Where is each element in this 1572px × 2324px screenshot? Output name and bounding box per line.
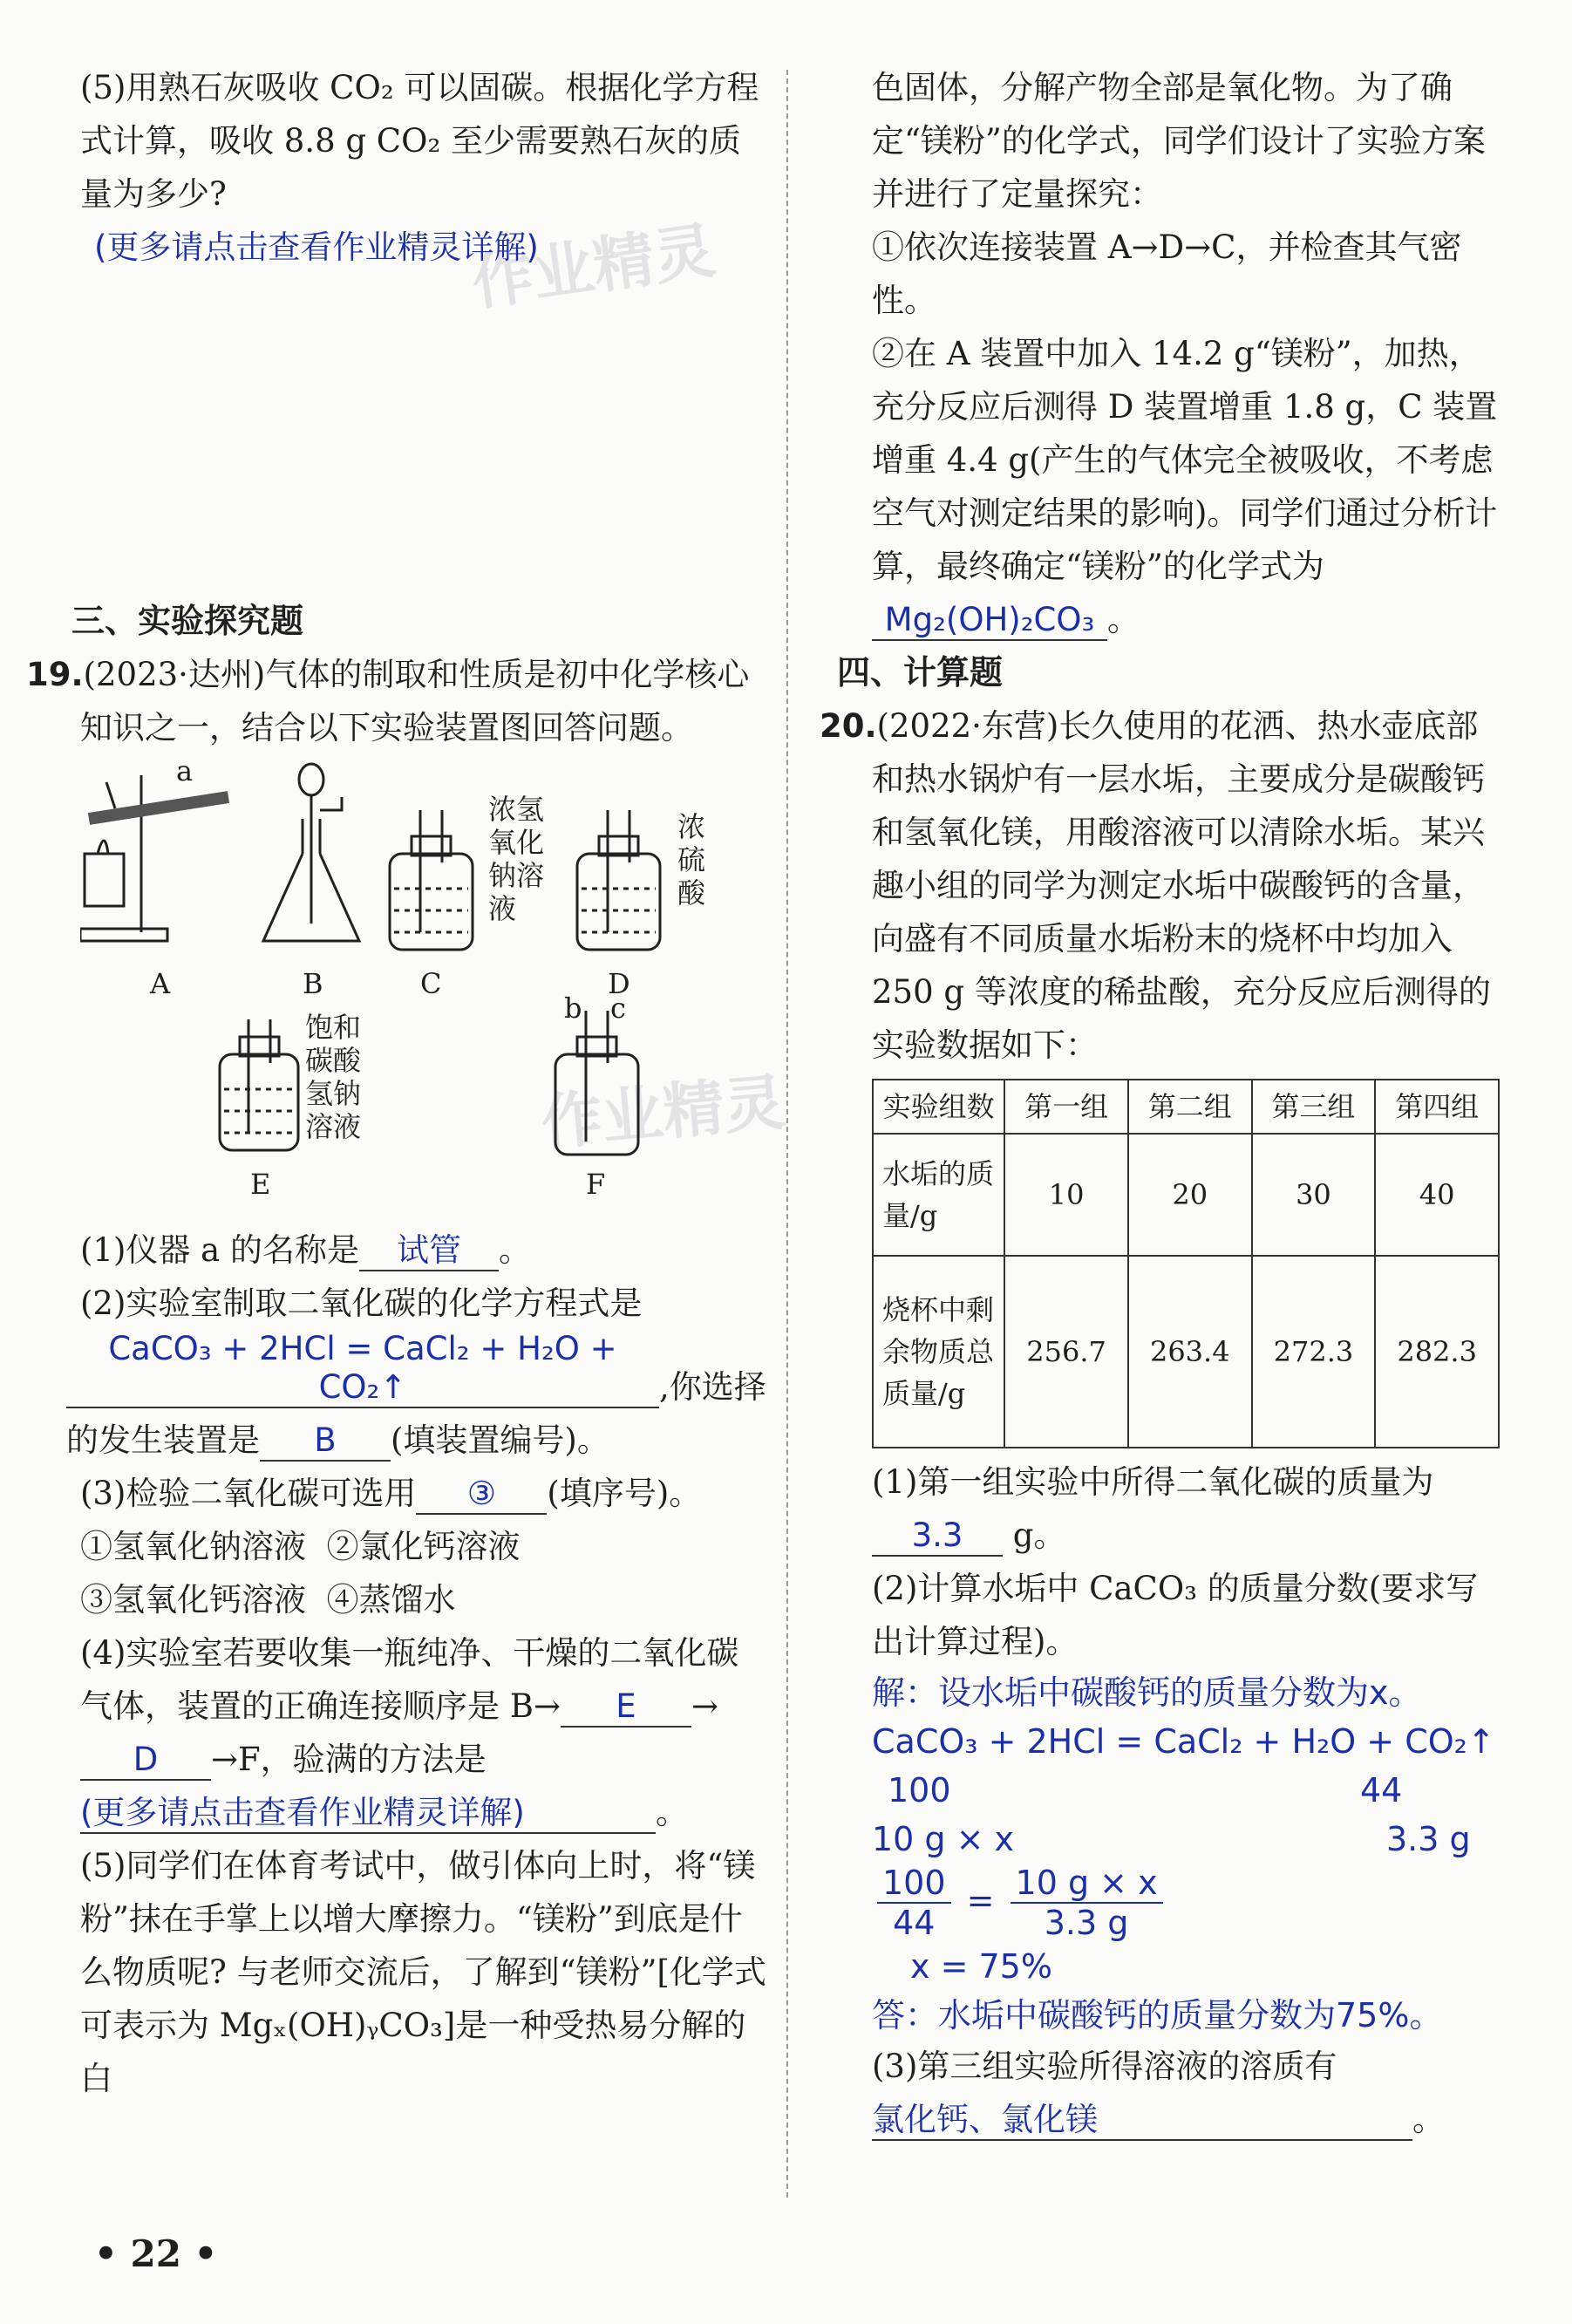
table-cell: 30 [1252, 1134, 1376, 1256]
table-cell: 263.4 [1128, 1256, 1252, 1448]
q19-text: (2023·达州)气体的制取和性质是初中化学核心知识之一，结合以下实验装置图回答问题。 [80, 656, 750, 746]
answer-1: 试管 [397, 1231, 461, 1269]
q20-part3-answer: 氯化钙、氯化镁 。 [872, 2093, 1500, 2146]
answer-3: ③ [466, 1475, 496, 1512]
table-row [873, 1256, 1499, 1448]
apparatus-figure [80, 754, 769, 1220]
fraction-right: $\frac{10 g \times x}{3.3 g}$ [1011, 1864, 1163, 1942]
table-cell: 40 [1375, 1134, 1499, 1256]
label-F: F [586, 1168, 606, 1201]
table-cell: 10 [1004, 1134, 1128, 1256]
fraction-left: $\frac{100}{44}$ [877, 1864, 951, 1942]
q18-part5: (5)用熟石灰吸收 CO₂ 可以固碳。根据化学方程式计算，吸收 8.8 g CO₂ 至少需要熟石灰的质量为多少? [80, 69, 759, 213]
table-cell: 烧杯中剩余物质总质量/g [873, 1256, 1004, 1448]
solution-line: 100 44 [888, 1771, 1403, 1809]
table-header: 实验组数 [873, 1080, 1004, 1134]
q19-part1: (1)仪器 a 的名称是 试管 。 [80, 1223, 769, 1277]
step-1: ①依次连接装置 A→D→C，并检查其气密性。 [872, 228, 1462, 319]
q19-part3: (3)检验二氧化碳可选用 ③ (填序号)。 [80, 1467, 769, 1520]
answer-2-device: B [314, 1421, 337, 1459]
label-D: D [608, 967, 630, 1000]
label-e-text: 饱和碳酸氢钠溶液 [305, 1011, 362, 1143]
flame [98, 841, 108, 854]
solution-answer: 答：水垢中碳酸钙的质量分数为75%。 [872, 1996, 1443, 2034]
table-header: 第三组 [1252, 1080, 1376, 1134]
step-2: ②在 A 装置中加入 14.2 g“镁粉”，加热，充分反应后测得 D 装置增重 1.8 g，C 装置增重 4.4 g(产生的气体完全被吸收，不考虑空气对测定结果的影响)。同学们通过分析计算，最终确定“镁粉”的化学式为Mg₂(OH)₂CO₃ 。 [872, 327, 1500, 646]
section-heading: 四、计算题 [837, 653, 1004, 692]
q20-stem: 20.(2022·东营)长久使用的花洒、热水壶底部和热水锅炉有一层水垢，主要成分是碳酸钙和氢氧化镁，用酸溶液可以清除水垢。某兴趣小组的同学为测定水垢中碳酸钙的含量，向盛有不同质量水垢粉末的烧杯中均加入 250 g 等浓度的稀盐酸，充分反应后测得的实验数据如下： [820, 707, 1491, 1064]
q19-part5: (5)同学们在体育考试中，做引体向上时，将“镁粉”抹在手掌上以增大摩擦力。“镁粉”到底是什么物质呢? 与老师交流后，了解到“镁粉”[化学式可表示为 Mgₓ(OH)ᵧCO₃]是一种受热易分解的白 [80, 1847, 766, 2097]
solution-fraction: $\frac{100}{44}$ = $\frac{10 g \times x}{3.3 g}$ [872, 1864, 1500, 1942]
table-cell: 水垢的质量/g [873, 1134, 1004, 1256]
q20-part2: (2)计算水垢中 CaCO₃ 的质量分数(要求写出计算过程)。 [872, 1570, 1479, 1660]
label-C: C [420, 967, 442, 1000]
label-a: a [176, 754, 194, 787]
table-header: 第一组 [1004, 1080, 1128, 1134]
label-A: A [150, 967, 171, 1000]
q19-stem [26, 648, 769, 754]
left-column [26, 61, 769, 2105]
funnel [299, 764, 323, 795]
answer-4-d: D [133, 1741, 159, 1778]
answer-formula: Mg₂(OH)₂CO₃ [884, 601, 1095, 638]
section-heading: 三、实验探究题 [71, 602, 304, 640]
answer-solutes: 氯化钙、氯化镁 [872, 2101, 1098, 2138]
test-tube [89, 797, 228, 819]
q19-part4: (4)实验室若要收集一瓶纯净、干燥的二氧化碳气体，装置的正确连接顺序是 B→ E →D →F，验满的方法是 [80, 1626, 769, 1786]
solution-line: 解：设水垢中碳酸钙的质量分数为x。 [872, 1673, 1422, 1712]
label-d-text: 浓硫酸 [677, 810, 706, 910]
q19-part2-eq: CaCO₃ + 2HCl = CaCl₂ + H₂O + CO₂↑ ,你选择的发生装置是 B (填装置编号)。 [66, 1330, 769, 1467]
solution-line: 10 g × x 3.3 g [872, 1820, 1471, 1858]
solution [872, 1668, 1500, 2040]
outlet-tube-b [320, 797, 342, 810]
question-number: 20. [820, 707, 877, 745]
table-row [873, 1134, 1499, 1256]
label-f-b: b [564, 992, 582, 1025]
stand-base [80, 929, 167, 941]
page-number: • 22 • [94, 2232, 218, 2275]
q19-options-row1: ①氢氧化钠溶液 ②氯化钙溶液 [80, 1528, 521, 1565]
table-cell: 20 [1128, 1134, 1252, 1256]
table-cell: 272.3 [1252, 1256, 1376, 1448]
table-cell: 256.7 [1004, 1256, 1128, 1448]
more-link[interactable]: (更多请点击查看作业精灵详解) [80, 1794, 525, 1831]
bottle-d [577, 854, 660, 950]
alcohol-lamp [85, 854, 124, 906]
pointer-a [106, 782, 115, 808]
q20-part3: (3)第三组实验所得溶液的溶质有 [872, 2048, 1337, 2085]
bottle-e [220, 1054, 298, 1150]
bottle-f [555, 1054, 638, 1155]
label-B: B [303, 967, 323, 1000]
right-column [820, 61, 1500, 2146]
q19-options-row2: ③氢氧化钙溶液 ④蒸馏水 [80, 1581, 456, 1619]
more-link[interactable]: (更多请点击查看作业精灵详解) [94, 228, 539, 266]
label-E: E [250, 1168, 271, 1201]
q19-part2: (2)实验室制取二氧化碳的化学方程式是 [80, 1285, 643, 1322]
label-f-c: c [610, 992, 626, 1025]
q20-part1: (1)第一组实验中所得二氧化碳的质量为 [872, 1463, 1434, 1501]
table-header: 第四组 [1375, 1080, 1499, 1134]
table-header: 第二组 [1128, 1080, 1252, 1134]
solution-equation: CaCO₃ + 2HCl = CaCl₂ + H₂O + CO₂↑ [872, 1722, 1495, 1761]
bottle-c [390, 854, 473, 950]
label-c-text: 浓氢氧化钠溶液 [488, 793, 545, 925]
watermark: 作业精灵 [538, 1066, 788, 1160]
table-cell: 282.3 [1375, 1256, 1499, 1448]
answer-2-equation: CaCO₃ + 2HCl = CaCl₂ + H₂O + CO₂↑ [108, 1330, 617, 1406]
table-header-row [873, 1080, 1499, 1134]
data-table [872, 1079, 1500, 1448]
answer-co2-mass: 3.3 [911, 1516, 963, 1554]
solution-result: x = 75% [910, 1947, 1052, 1986]
q19-part5-cont: 色固体，分解产物全部是氧化物。为了确定“镁粉”的化学式，同学们设计了实验方案并进行了定量探究： [872, 69, 1486, 213]
q19-part4-link: (更多请点击查看作业精灵详解) 。 [80, 1786, 769, 1839]
answer-4-e: E [616, 1687, 636, 1725]
question-number: 19. [26, 656, 84, 693]
q20-part1-answer: 3.3 g。 [872, 1509, 1500, 1562]
watermark: 作业精灵 [467, 214, 720, 320]
